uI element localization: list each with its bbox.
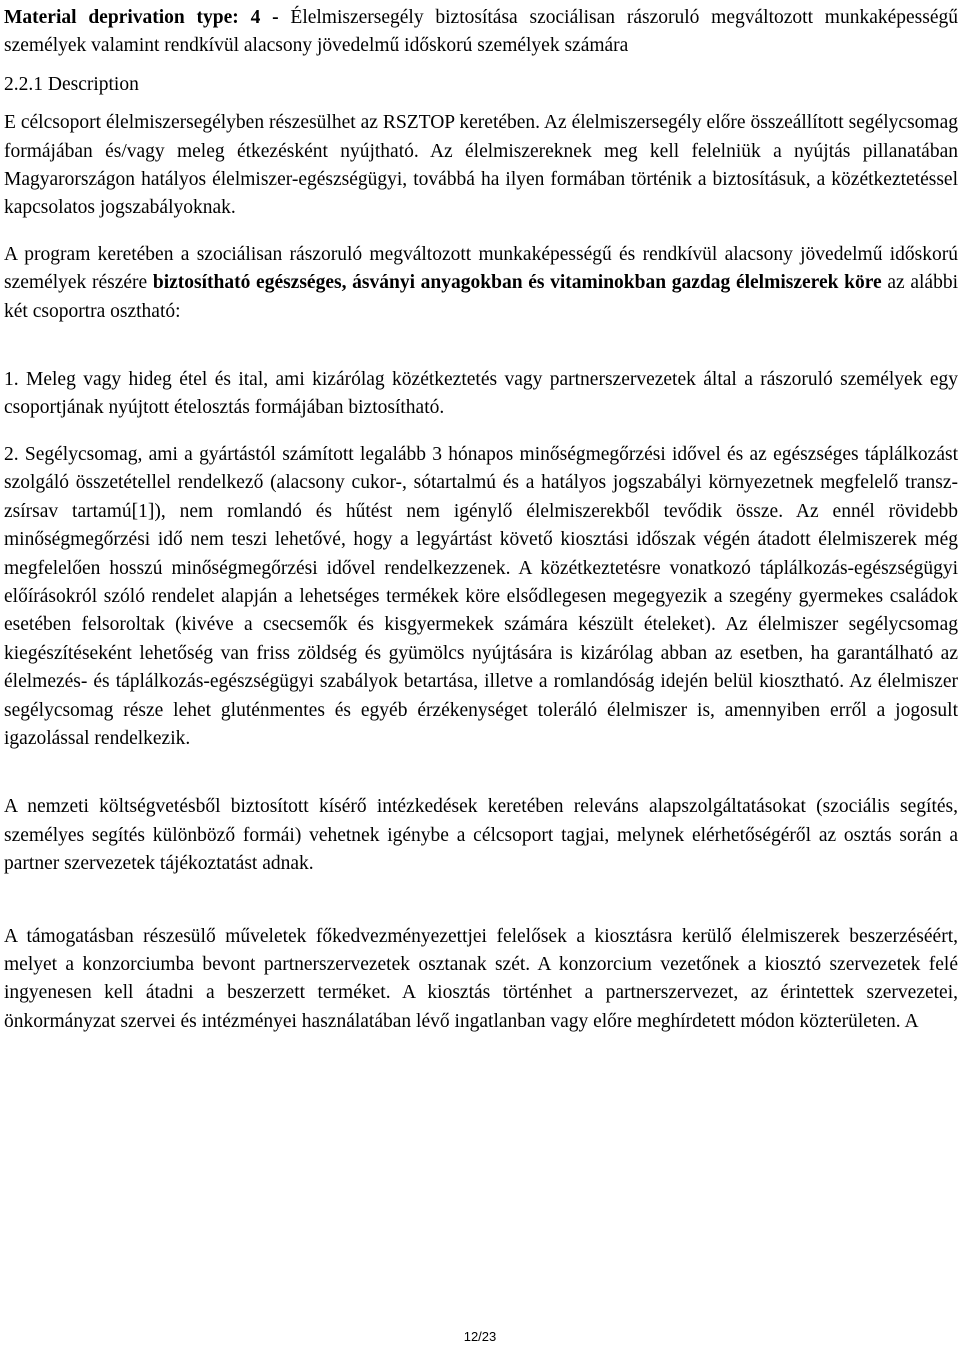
paragraph-2-bold: biztosítható egészséges, ásványi anyagokban és vitaminokban gazdag élelmiszerek köre [152, 272, 882, 294]
list-item-1: 1. Meleg vagy hideg étel és ital, ami kizárólag közétkeztetés vagy partnerszervezetek által a rászoruló személyek egy csoportjának nyújtott ételosztás formájában biztosítható. [4, 369, 958, 419]
title-bold-part: Material deprivation type: 4 - [4, 7, 291, 28]
paragraph-2-end: az alábbi két csoportra osztható: [4, 272, 958, 322]
section-heading: 2.2.1 Description [4, 73, 139, 95]
paragraph-3: A nemzeti költségvetésből biztosított kísérő intézkedések keretében releváns alapszolgáltatásokat (szociális segítés, személyes segítés különböző formái) vehetnek igénybe a célcsoport tagjai, melynek elérhetőségéről az osztás során a partner szervezetek tájékoztatást adnak. [4, 796, 958, 875]
document-page [4, 4, 958, 1036]
page-number: 12/23 [463, 1329, 497, 1344]
paragraph-2-start: A program keretében a szociálisan rászoruló megváltozott munkaképességű és rendkívül alacsony jövedelmű időskorú személyek részére [4, 243, 958, 294]
paragraph-1: E célcsoport élelmiszersegélyben részesülhet az RSZTOP keretében. Az élelmiszersegély előre összeállított segélycsomag formájában és/vagy meleg étkezésként nyújtható. Az élelmiszereknek meg kell felelniük a nyújtás pillanatában Magyarországon hatályos élelmiszer-egészségügyi, továbbá ha ilyen formában történik a biztosításuk, a közétkeztetéssel kapcsolatos jogszabályoknak. [4, 112, 958, 219]
list-item-2: 2. Segélycsomag, ami a gyártástól számított legalább 3 hónapos minőségmegőrzési idővel és az egészséges táplálkozást szolgáló összetétellel rendelkező (alacsony cukor-, sótartalmú és a hatályos jogszabályi környezetnek megfelelő transz-zsírsav tartamú[1]), nem romlandó és hűtést nem igénylő élelmiszerekből tevődik össze. Az ennél rövidebb minőségmegőrzési idő nem teszi lehetővé, hogy a legyártást követő kiosztási időszak végén átadott élelmiszerek még megfelelően hosszú minőségmegőrzési idővel rendelkezzenek. A közétkeztetésre vonatkozó táplálkozás-egészségügyi előírásokról szóló rendelet alapján a lehetséges termékek köre elsődlegesen megegyezik a szegény gyermekes családok esetében felsoroltak (kivéve a csecsemők és kisgyermekek számára készült ételeket). Az élelmiszer segélycsomag kiegészítéseként lehetőség van friss zöldség és gyümölcs nyújtására is kizárólag abban az esetben, ha garantálható az élelmezés- és táplálkozás-egészségügyi szabályok betartása, illetve a romlandóság idején belül kiosztható. Az élelmiszer segélycsomag része lehet gluténmentes és egyéb érzékenységet toleráló élelmiszer is, amennyiben erről a jogosult igazolással rendelkezik. [4, 443, 958, 749]
paragraph-4: A támogatásban részesülő műveletek főkedvezményezettjei felelősek a kiosztásra kerülő élelmiszerek beszerzéséért, melyet a konzorciumba bevont partnerszervezetek osztanak szét. A konzorcium vezetőnek a kiosztó szervezetek felé ingyenesen kell átadni a beszerzett terméket. A kiosztás történhet a partnerszervezet, az érintettek szervezetei, önkormányzat szervei és intézményei használatában lévő ingatlanban vagy előre meghírdetett módon közterületen. A [4, 925, 958, 1032]
paragraph-2 [4, 241, 958, 326]
title-normal-part: Élelmiszersegély biztosítása szociálisan rászoruló megváltozott munkaképességű személyek valamint rendkívül alacsony jövedelmű időskorú személyek számára [4, 7, 958, 57]
document-title [4, 4, 958, 61]
